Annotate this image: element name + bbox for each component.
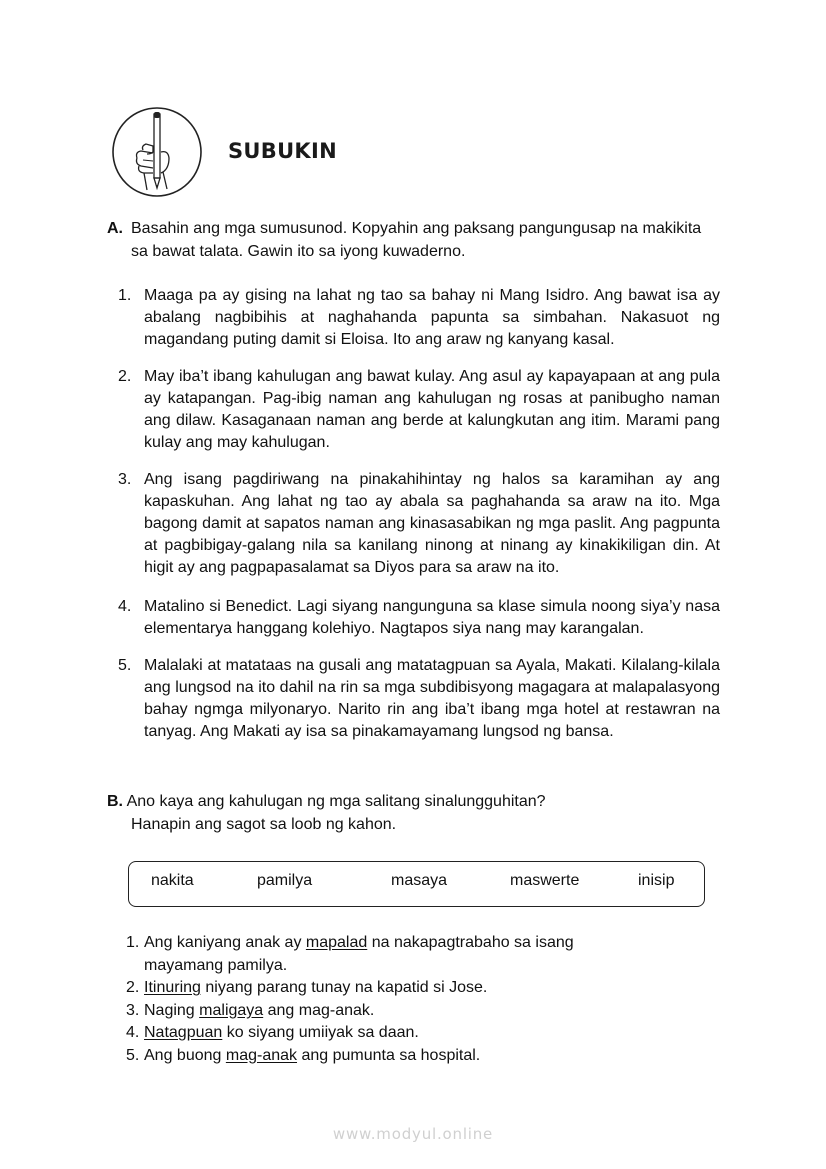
question-item (126, 977, 626, 1000)
item-number: 5. (118, 657, 132, 674)
section-a-label: A. (107, 220, 123, 237)
underlined-word: maligaya (199, 1001, 264, 1019)
paragraph-item (118, 469, 720, 579)
question-number: 5. (126, 1046, 140, 1064)
question-text-after: na nakapagtrabaho sa isang (367, 934, 574, 951)
item-number: 2. (118, 368, 132, 385)
word-bank-item: inisip (638, 872, 675, 889)
question-number: 1. (126, 934, 140, 951)
underlined-word: mag-anak (225, 1046, 298, 1064)
underlined-word: mapalad (305, 934, 368, 951)
paragraph-item (118, 596, 720, 640)
word-bank-box (128, 861, 705, 907)
word-bank-item: maswerte (510, 872, 580, 889)
section-b-label: B. (107, 793, 123, 810)
word-bank-item: masaya (391, 872, 448, 889)
underlined-word: Itinuring (144, 979, 201, 996)
question-number: 2. (126, 979, 140, 996)
question-item (126, 932, 626, 977)
question-number: 3. (126, 1001, 140, 1019)
question-item (126, 1000, 626, 1023)
question-text-before: Ang buong (144, 1046, 226, 1064)
question-text-before: Naging (144, 1001, 200, 1019)
question-text-before: Ang kaniyang anak ay (144, 934, 306, 951)
section-title: SUBUKIN (228, 139, 337, 163)
word-bank-item: pamilya (257, 872, 313, 889)
paragraph-item (118, 655, 720, 743)
question-text-after: ang mag-anak. (263, 1001, 375, 1019)
underlined-word: Natagpuan (144, 1024, 223, 1041)
paragraph-item (118, 366, 720, 454)
watermark-link[interactable]: www.modyul.online (332, 1125, 494, 1143)
hand-holding-pencil-icon (111, 106, 203, 198)
section-b-text-line2: Hanapin ang sagot sa loob ng kahon. (131, 816, 397, 833)
item-number: 4. (118, 598, 132, 615)
item-text: Ang isang pagdiriwang na pinakahihintay ng halos sa karamihan ay ang kapaskuhan. Ang lahat ng tao ay abala sa paghahanda sa araw na ito. Mga bagong damit at sapatos naman ang kinasasabikan ng mga paslit. Ang pagpunta at pagbibigay-galang nila sa kanilang ninong at ninang ay kinakikiligan din. At higit ay ang pagpapasalamat sa Diyos para sa araw na ito. (144, 471, 720, 576)
paragraph-item (118, 285, 720, 351)
section-b-instructions (107, 790, 707, 836)
question-text-after: ang pumunta sa hospital. (297, 1046, 481, 1064)
question-item (126, 1022, 626, 1045)
section-a-items (118, 285, 720, 758)
question-text-after: ko siyang umiiyak sa daan. (222, 1024, 419, 1041)
item-text: Maaga pa ay gising na lahat ng tao sa bahay ni Mang Isidro. Ang bawat isa ay abalang nagbibihis at naghahanda papunta sa simbahan. Nakasuot ng magandang puting damit si Eloisa. Ito ang araw ng kanyang kasal. (144, 287, 720, 348)
section-b-text-line1: Ano kaya ang kahulugan ng mga salitang sinalungguhitan? (126, 793, 546, 810)
question-text-continuation: mayamang pamilya. (144, 956, 288, 974)
item-text: May iba’t ibang kahulugan ang bawat kulay. Ang asul ay kapayapaan at ang pula ay katapangan. Pag-ibig naman ang kahulugan ng rosas at panibugho naman ang dilaw. Kasaganaan naman ang berde at kalungkutan ang itim. Marami pang kulay ang may kahulugan. (144, 368, 720, 451)
item-text: Matalino si Benedict. Lagi siyang nangunguna sa klase simula noong siya’y nasa elementarya hanggang kolehiyo. Nagtapos siya nang may karangalan. (144, 598, 720, 637)
word-bank-item: nakita (151, 872, 194, 889)
item-text: Malalaki at matataas na gusali ang matatagpuan sa Ayala, Makati. Kilalang-kilala ang lungsod na ito dahil na rin sa mga subdibisyong magagara at malapalasyong bahay ngmga milyonaryo. Narito rin ang iba’t ibang mga hotel at restawran na tanyag. Ang Makati ay isa sa pinakamayamang lungsod ng bansa. (144, 657, 720, 740)
question-text-after: niyang parang tunay na kapatid si Jose. (200, 979, 488, 996)
section-a-instructions (107, 217, 722, 263)
question-number: 4. (126, 1024, 140, 1041)
item-number: 3. (118, 471, 132, 488)
section-b-questions (126, 932, 626, 1067)
item-number: 1. (118, 287, 132, 304)
section-a-text: Basahin ang mga sumusunod. Kopyahin ang paksang pangungusap na makikita sa bawat talata. Gawin ito sa iyong kuwaderno. (131, 220, 702, 260)
question-item (126, 1045, 626, 1068)
